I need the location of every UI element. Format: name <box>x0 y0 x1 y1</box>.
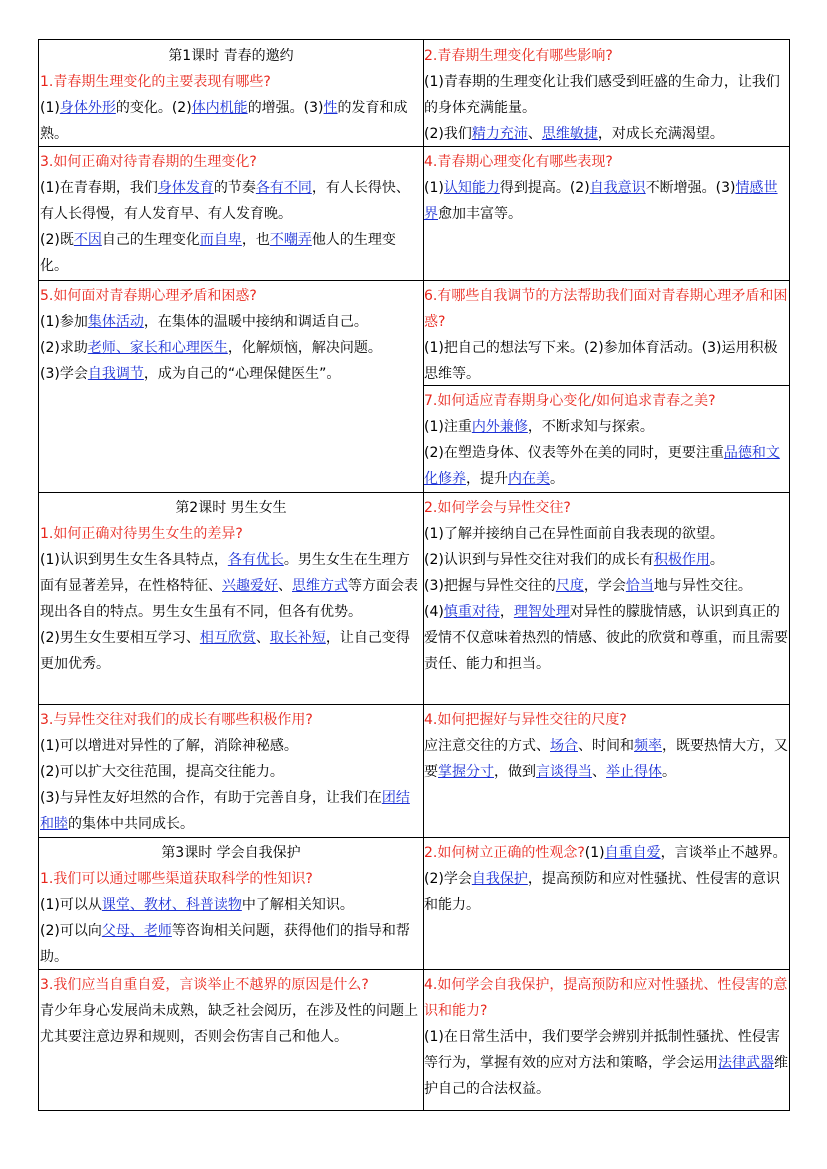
answer-text: 2.如何树立正确的性观念?(1)自重自爱，言谈举止不越界。 <box>424 845 787 861</box>
cell-l3-q4 <box>423 969 789 1102</box>
cell-l1-q6 <box>423 280 789 387</box>
question-heading: 2.青春期生理变化有哪些影响? <box>424 48 613 64</box>
question-heading: 5.如何面对青春期心理矛盾和困惑? <box>40 288 257 304</box>
answer-text: (3)与异性友好坦然的合作，有助于完善自身，让我们在团结和睦的集体中共同成长。 <box>40 790 410 832</box>
cell-l1-q1 <box>39 40 423 147</box>
cell-l3-q2 <box>423 837 789 918</box>
question-heading: 1.我们可以通过哪些渠道获取科学的性知识? <box>40 871 313 887</box>
answer-text: (1)参加集体活动，在集体的温暖中接纳和调适自己。 <box>40 314 368 330</box>
question-heading: 3.我们应当自重自爱，言谈举止不越界的原因是什么? <box>40 977 369 993</box>
lesson-title: 第1课时 青春的邀约 <box>168 48 294 64</box>
answer-text: (1)注重内外兼修，不断求知与探索。 <box>424 419 654 435</box>
answer-text: (1)在青春期，我们身体发育的节奏各有不同，有人长得快、有人长得慢，有人发育早、有人发育晚。 <box>40 180 410 222</box>
answer-text: (1)认识到男生女生各具特点，各有优长。男生女生在生理方面有显著差异，在性格特征、兴趣爱好、思维方式等方面会表现出各自的特点。男生女生虽有不同，但各有优势。 <box>40 552 418 620</box>
question-heading: 4.如何把握好与异性交往的尺度? <box>424 712 627 728</box>
answer-text: (1)身体外形的变化。(2)体内机能的增强。(3)性的发育和成熟。 <box>40 100 408 142</box>
answer-text: (2)我们精力充沛、思维敏捷，对成长充满渴望。 <box>424 126 724 142</box>
cell-l3-q1 <box>39 837 423 970</box>
cell-l2-q4 <box>423 704 789 785</box>
question-heading: 1.如何正确对待男生女生的差异? <box>40 526 243 542</box>
answer-text: (2)既不因自己的生理变化而自卑，也不嘲弄他人的生理变化。 <box>40 232 396 274</box>
question-heading: 6.有哪些自我调节的方法帮助我们面对青春期心理矛盾和困惑? <box>424 288 788 330</box>
cell-l1-q2 <box>423 40 789 147</box>
answer-text: (3)把握与异性交往的尺度，学会恰当地与异性交往。 <box>424 578 752 594</box>
answer-text: (2)学会自我保护，提高预防和应对性骚扰、性侵害的意识和能力。 <box>424 871 780 913</box>
answer-text: (1)把自己的想法写下来。(2)参加体育活动。(3)运用积极思维等。 <box>424 340 778 382</box>
cell-l1-q7 <box>423 385 789 492</box>
answer-text: (2)可以向父母、老师等咨询相关问题，获得他们的指导和帮助。 <box>40 923 410 965</box>
cell-l2-q1 <box>39 492 423 677</box>
answer-text: (1)可以增进对异性的了解，消除神秘感。 <box>40 738 298 754</box>
cell-l1-q3 <box>39 146 423 279</box>
question-heading: 2.如何树立正确的性观念? <box>424 845 585 861</box>
answer-text: (2)可以扩大交往范围，提高交往能力。 <box>40 764 284 780</box>
answer-text: (2)认识到与异性交往对我们的成长有积极作用。 <box>424 552 724 568</box>
question-heading: 4.如何学会自我保护，提高预防和应对性骚扰、性侵害的意识和能力? <box>424 977 788 1019</box>
question-heading: 3.与异性交往对我们的成长有哪些积极作用? <box>40 712 313 728</box>
answer-text: 应注意交往的方式、场合、时间和频率，既要热情大方，又要掌握分寸，做到言谈得当、举止得体。 <box>424 738 788 780</box>
question-heading: 7.如何适应青春期身心变化/如何追求青春之美? <box>424 393 716 409</box>
question-heading: 3.如何正确对待青春期的生理变化? <box>40 154 257 170</box>
answer-text: (1)可以从课堂、教材、科普读物中了解相关知识。 <box>40 897 354 913</box>
answer-text: (1)了解并接纳自己在异性面前自我表现的欲望。 <box>424 526 724 542</box>
cell-l3-q3 <box>39 969 423 1050</box>
cell-l1-q5 <box>39 280 423 387</box>
answer-text: (1)在日常生活中，我们要学会辨别并抵制性骚扰、性侵害等行为，掌握有效的应对方法和策略，学会运用法律武器维护自己的合法权益。 <box>424 1029 788 1097</box>
lesson-title: 第3课时 学会自我保护 <box>161 845 301 861</box>
answer-text: (3)学会自我调节，成为自己的“心理保健医生”。 <box>40 366 341 382</box>
question-heading: 4.青春期心理变化有哪些表现? <box>424 154 613 170</box>
lesson-title: 第2课时 男生女生 <box>175 500 287 516</box>
question-heading: 1.青春期生理变化的主要表现有哪些? <box>40 74 271 90</box>
answer-text: (2)男生女生要相互学习、相互欣赏、取长补短，让自己变得更加优秀。 <box>40 630 410 672</box>
question-heading: 2.如何学会与异性交往? <box>424 500 571 516</box>
cell-l2-q2 <box>423 492 789 677</box>
answer-text: (1)认知能力得到提高。(2)自我意识不断增强。(3)情感世界愈加丰富等。 <box>424 180 778 222</box>
answer-text: (2)在塑造身体、仪表等外在美的同时，更要注重品德和文化修养，提升内在美。 <box>424 445 780 487</box>
cell-l2-q3 <box>39 704 423 837</box>
answer-text: (4)慎重对待，理智处理对异性的朦胧情感，认识到真正的爱情不仅意味着热烈的情感、彼此的欣赏和尊重，而且需要责任、能力和担当。 <box>424 604 788 672</box>
answer-text: (2)求助老师、家长和心理医生，化解烦恼，解决问题。 <box>40 340 382 356</box>
cell-l1-q4 <box>423 146 789 227</box>
knowledge-table <box>38 39 790 1111</box>
answer-text: (1)青春期的生理变化让我们感受到旺盛的生命力，让我们的身体充满能量。 <box>424 74 780 116</box>
answer-text: 青少年身心发展尚未成熟，缺乏社会阅历，在涉及性的问题上尤其要注意边界和规则，否则会伤害自己和他人。 <box>40 1003 418 1045</box>
